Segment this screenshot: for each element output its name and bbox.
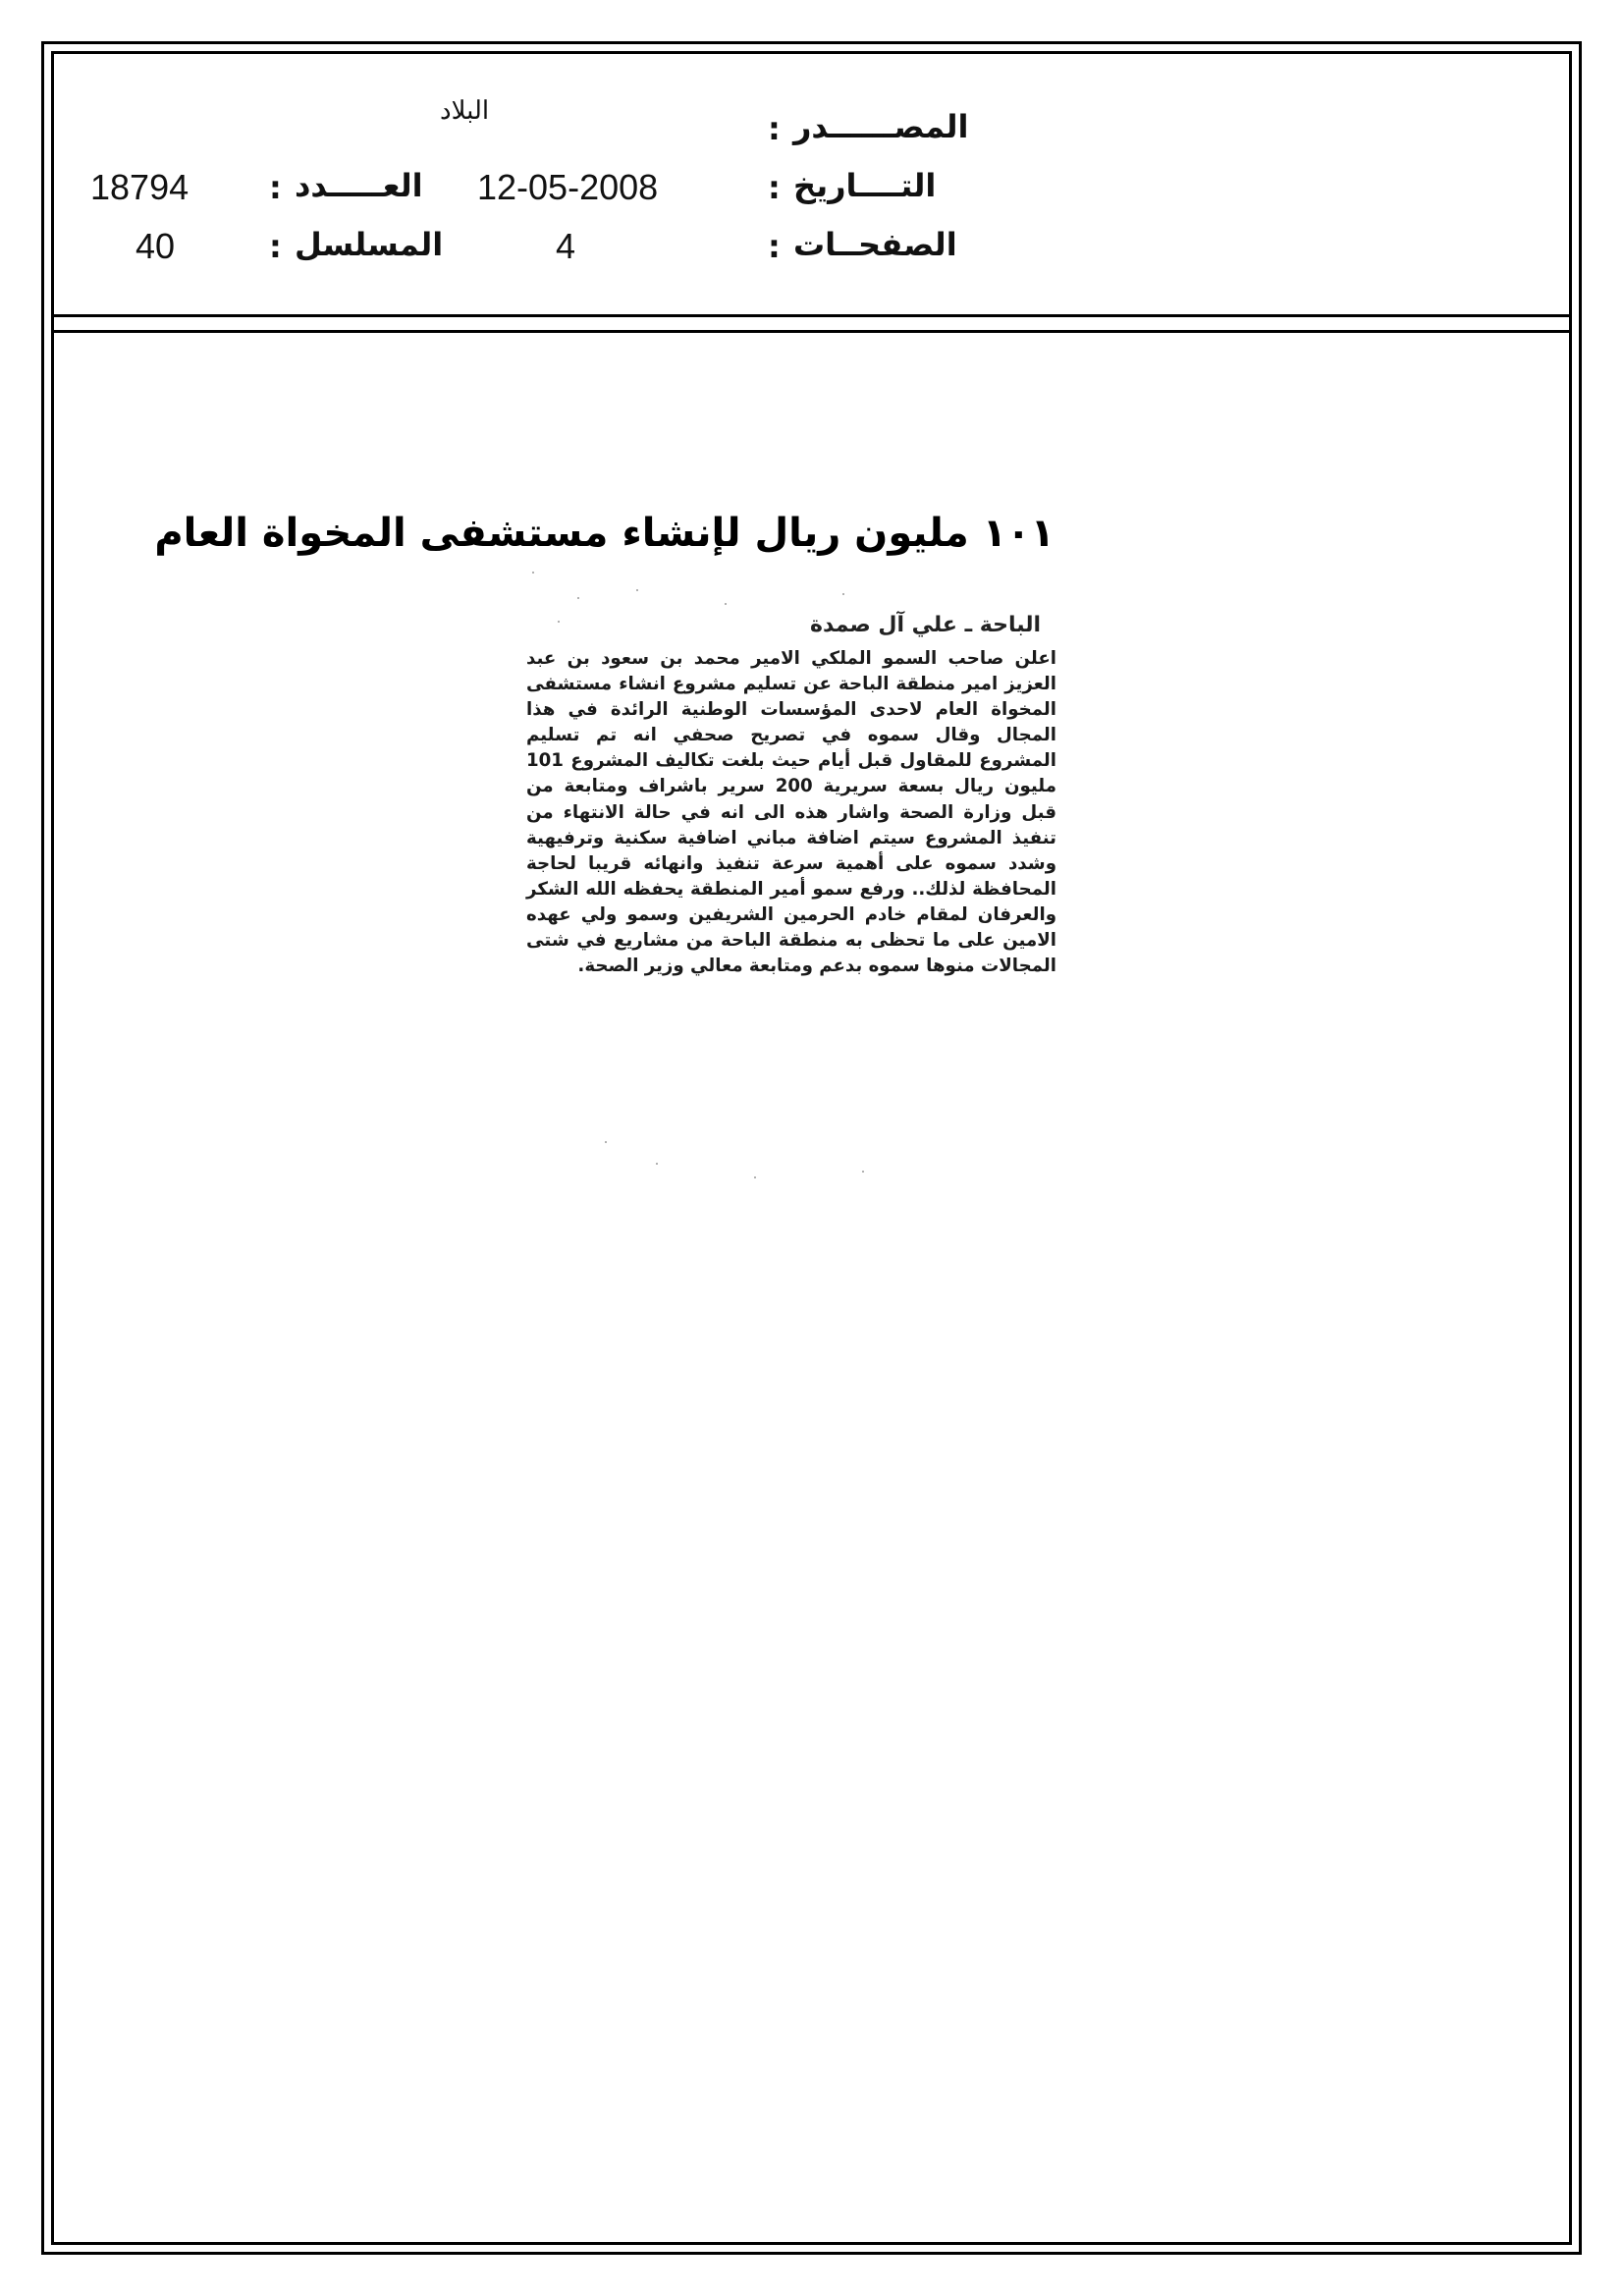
article-body: اعلن صاحب السمو الملكي الامير محمد بن سعود بن عبد العزيز امير منطقة الباحة عن تسليم مشروع انشاء مستشفى المخواة العام لاحدى المؤسسات الوطنية الرائدة في هذا المجال وقال سموه في تصريح صحفي انه تم تسليم المشروع للمقاول قبل أيام حيث بلغت تكاليف المشروع 101 مليون ريال بسعة سريرية 200 سرير باشراف ومتابعة من قبل وزارة الصحة واشار هذه الى انه في حالة الانتهاء من تنفيذ المشروع سيتم اضافة مباني اضافية سكنية وترفيهية وشدد سموه على أهمية سرعة تنفيذ وانهائه قريبا لحاجة المحافظة لذلك.. ورفع سمو أمير المنطقة يحفظه الله الشكر والعرفان لمقام خادم الحرمين الشريفين وسمو ولي عهده الامين على ما تحظى به منطقة الباحة من مشاريع في شتى المجالات منوها سموه بدعم ومتابعة معالي وزير الصحة. [526,648,1056,977]
header-separator-bottom [51,330,1572,333]
date-label: التــــاريخ [793,167,937,204]
scan-speck [532,572,534,574]
scan-speck [725,603,727,605]
pages-label: الصفحــات [793,226,957,263]
serial-colon: : [269,228,282,265]
scan-speck [558,621,560,623]
source-label: المصــــــدر [793,108,969,145]
scan-speck [754,1176,756,1178]
date-value: 12-05-2008 [477,167,659,207]
scan-speck [605,1141,607,1143]
pages-value: 4 [556,226,576,266]
scan-speck [577,597,579,599]
source-value: البلاد [440,96,490,126]
article-headline: ١٠١ مليون ريال لإنشاء مستشفى المخواة العام [154,511,1055,556]
scan-speck [862,1171,864,1173]
news-clipping [154,503,1068,1190]
article-byline: الباحة ـ علي آل صمدة [810,613,1041,637]
pages-colon: : [768,228,781,265]
scan-speck [842,593,844,595]
issue-label: العـــــدد [295,167,423,204]
source-colon: : [768,110,781,147]
header-separator-top [51,314,1572,317]
serial-label: المسلسل [295,226,444,263]
issue-colon: : [269,169,282,206]
serial-value: 40 [135,226,176,266]
date-colon: : [768,169,781,206]
scan-speck [656,1163,658,1165]
scan-speck [636,589,638,591]
issue-value: 18794 [90,167,189,207]
